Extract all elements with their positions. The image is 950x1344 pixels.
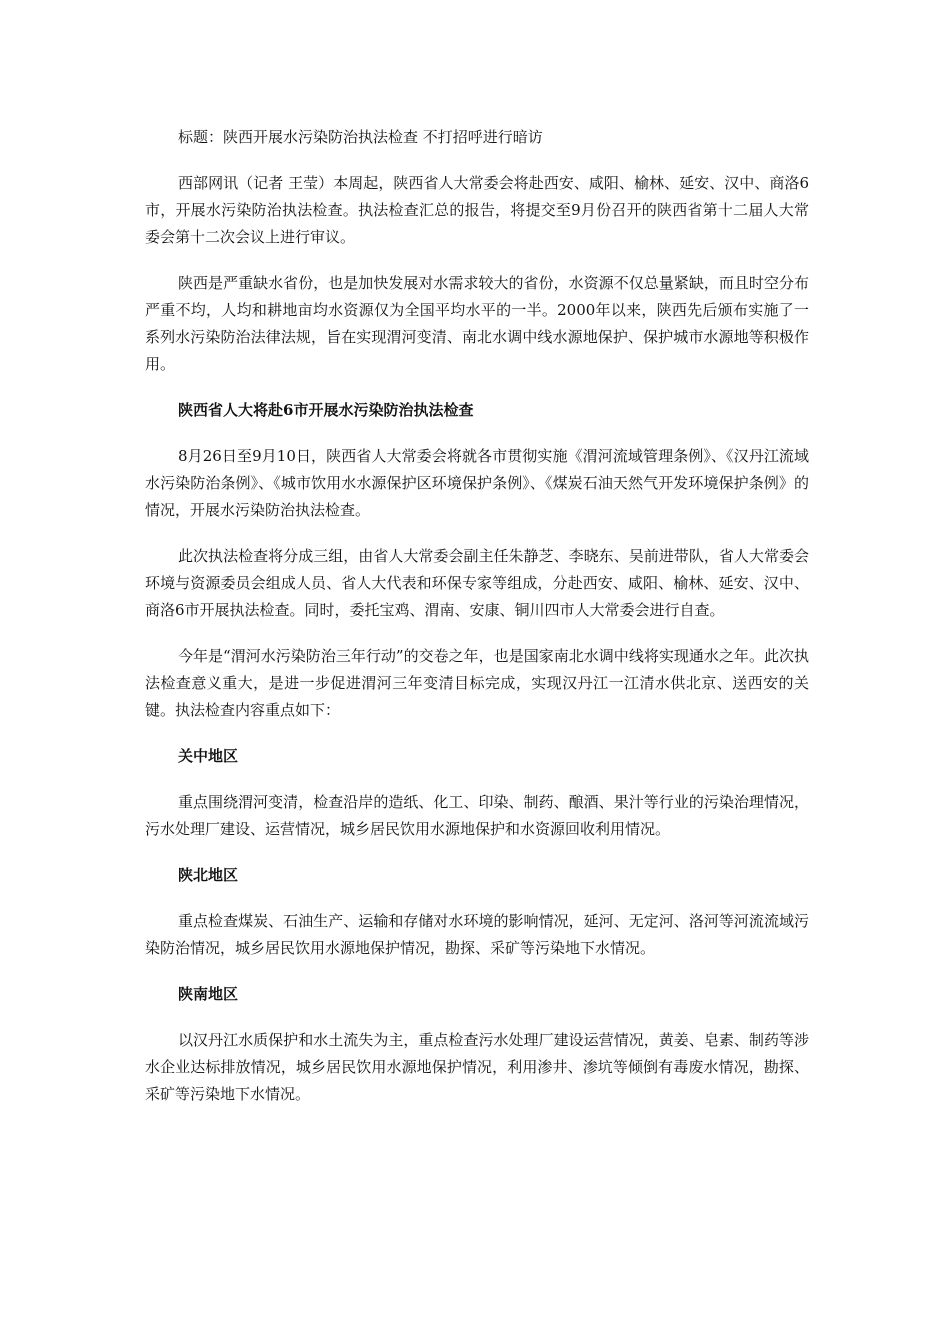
paragraph-groups: 此次执法检查将分成三组，由省人大常委会副主任朱静芝、李晓东、吴前进带队，省人大常委会环境与资源委员会组成人员、省人大代表和环保专家等组成，分赴西安、咸阳、榆林、延安、汉中、商洛6市开展执法检查。同时，委托宝鸡、渭南、安康、铜川四市人大常委会进行自查。 — [145, 547, 809, 619]
paragraph-shaannan: 以汉丹江水质保护和水土流失为主，重点检查污水处理厂建设运营情况，黄姜、皂素、制药等涉水企业达标排放情况，城乡居民饮用水源地保护情况，利用渗井、渗坑等倾倒有毒废水情况，勘探、采矿等污染地下水情况。 — [145, 1031, 809, 1103]
section-heading-shaanbei: 陕北地区 — [178, 866, 239, 884]
section-heading-guanzhong: 关中地区 — [178, 747, 239, 765]
paragraph-significance: 今年是“渭河水污染防治三年行动”的交卷之年，也是国家南北水调中线将实现通水之年。此次执法检查意义重大，是进一步促进渭河三年变清目标完成，实现汉丹江一江清水供北京、送西安的关键。执法检查内容重点如下： — [145, 647, 809, 719]
document-title-line: 标题：陕西开展水污染防治执法检查 不打招呼进行暗访 — [178, 128, 543, 146]
paragraph-guanzhong: 重点围绕渭河变清，检查沿岸的造纸、化工、印染、制药、酿酒、果汁等行业的污染治理情况，污水处理厂建设、运营情况，城乡居民饮用水源地保护和水资源回收利用情况。 — [145, 793, 809, 838]
section-heading-inspection: 陕西省人大将赴6市开展水污染防治执法检查 — [178, 401, 474, 419]
paragraph-shaanbei: 重点检查煤炭、石油生产、运输和存储对水环境的影响情况，延河、无定河、洛河等河流流域污染防治情况，城乡居民饮用水源地保护情况，勘探、采矿等污染地下水情况。 — [145, 912, 809, 957]
document-body — [145, 124, 809, 1127]
paragraph-schedule: 8月26日至9月10日，陕西省人大常委会将就各市贯彻实施《渭河流域管理条例》、《汉丹江流域水污染防治条例》、《城市饮用水水源保护区环境保护条例》、《煤炭石油天然气开发环境保护条例》的情况，开展水污染防治执法检查。 — [145, 447, 809, 519]
paragraph-intro: 西部网讯（记者 王莹）本周起，陕西省人大常委会将赴西安、咸阳、榆林、延安、汉中、商洛6市，开展水污染防治执法检查。执法检查汇总的报告，将提交至9月份召开的陕西省第十二届人大常委会第十二次会议上进行审议。 — [145, 174, 809, 246]
section-heading-shaannan: 陕南地区 — [178, 985, 239, 1003]
paragraph-background: 陕西是严重缺水省份，也是加快发展对水需求较大的省份，水资源不仅总量紧缺，而且时空分布严重不均，人均和耕地亩均水资源仅为全国平均水平的一半。2000年以来，陕西先后颁布实施了一系列水污染防治法律法规，旨在实现渭河变清、南北水调中线水源地保护、保护城市水源地等积极作用。 — [145, 274, 809, 373]
